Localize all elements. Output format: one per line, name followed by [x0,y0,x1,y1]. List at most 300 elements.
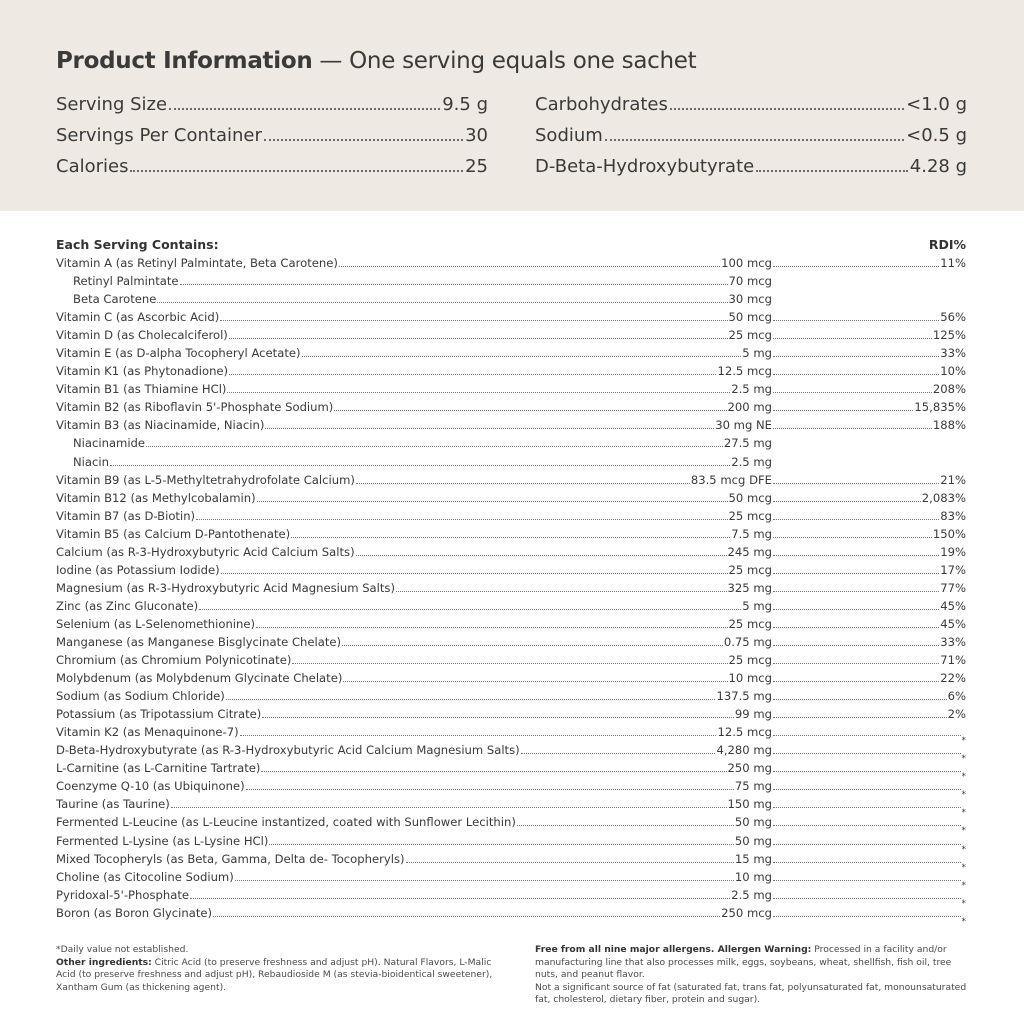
nutrient-name: Molybdenum (as Molybdenum Glycinate Chelate) [56,671,343,686]
rdi-cell [772,735,966,746]
dot-leader [406,862,734,863]
dot-leader [229,374,716,375]
nutrient-row [56,599,966,617]
dot-leader [773,392,932,393]
dot-leader [169,108,440,110]
dot-leader [773,428,932,429]
nutrient-name: Magnesium (as R-3-Hydroxybutyric Acid Magnesium Salts) [56,580,395,595]
nutrient-name: Niacin [73,454,109,469]
nutrient-name: Vitamin B9 (as L-5-Methyltetrahydrofolate Calcium) [56,472,355,487]
dot-leader [773,807,961,808]
nutrient-amount: 25 mcg [728,616,772,631]
nutrient-name: Niacinamide [73,436,146,451]
dot-leader [256,627,728,628]
title-bold: Product Information [56,48,313,74]
dot-leader [773,338,932,339]
nutrient-amount: 50 mcg [728,490,772,505]
dot-leader [356,555,727,556]
footer-right [535,944,975,1007]
fact-label: Sodium [535,125,603,146]
amount-cell [56,852,772,866]
serving-contents-table [56,232,966,927]
dot-leader [246,789,734,790]
nutrient-rdi: 208% [932,382,966,397]
rdi-cell [772,581,966,595]
rdi-cell [772,789,966,800]
nutrient-row [56,689,966,707]
nutrient-name: Vitamin B3 (as Niacinamide, Niacin) [56,418,265,433]
nutrient-name: Vitamin E (as D-alpha Tocopheryl Acetate) [56,346,301,361]
nutrient-name: Iodine (as Potassium Iodide) [56,562,220,577]
dot-leader [190,898,730,899]
nutrient-rdi: 125% [932,328,966,343]
rdi-cell [772,400,966,414]
nutrient-row [56,328,966,346]
dot-leader [773,591,939,592]
amount-cell [56,382,772,396]
nutrient-row [56,400,966,418]
nutrient-name: Taurine (as Taurine) [56,797,170,812]
dot-leader [605,139,904,141]
fact-value: 30 [465,125,488,146]
nutrient-row [56,707,966,725]
nutrient-row [56,256,966,274]
nutrient-rdi: 188% [932,418,966,433]
nutrient-rdi: 6% [947,689,966,704]
dot-leader [773,627,939,628]
nutrient-amount: 30 mg NE [715,418,772,433]
nutrient-amount: 12.5 mcg [717,364,772,379]
nutrient-rdi: 45% [940,598,966,613]
amount-cell [56,761,772,775]
fact-row [535,156,967,187]
nutrient-rdi: 83% [940,508,966,523]
rdi-cell [772,563,966,577]
dot-leader [130,170,463,172]
fact-value: 25 [465,156,488,177]
nutrient-amount: 25 mcg [728,328,772,343]
nutrient-row [56,563,966,581]
dot-leader [773,699,947,700]
rdi-cell [772,346,966,360]
nutrient-name: Potassium (as Tripotassium Citrate) [56,707,262,722]
amount-cell [56,725,772,739]
contents-heading: Each Serving Contains: [56,236,219,252]
nutrient-row [56,473,966,491]
nutrient-rdi: * [961,790,966,801]
nutrient-row [56,671,966,689]
nutrient-amount: 99 mg [734,707,772,722]
nutrient-name: Vitamin K1 (as Phytonadione) [56,364,229,379]
amount-cell [56,815,772,829]
fact-label: Serving Size [56,94,168,115]
rdi-cell [772,509,966,523]
dot-leader [773,753,961,754]
dot-leader [773,717,947,718]
dot-leader [773,410,913,411]
nutrient-row [56,617,966,635]
nutrient-subrow [56,274,966,292]
nutrient-rdi: 10% [940,364,966,379]
allergen-label: Free from all nine major allergens. Allergen Warning: [535,944,812,955]
nutrient-name: Pyridoxal-5'-Phosphate [56,887,190,902]
rdi-cell [772,862,966,873]
rdi-cell [772,880,966,891]
nutrient-amount: 30 mcg [728,292,772,307]
dot-leader [291,537,730,538]
nutrient-rdi: * [961,862,966,873]
dot-leader [773,663,939,664]
amount-cell [56,689,772,703]
nutrient-rdi: 77% [940,580,966,595]
dot-leader [521,753,716,754]
nutrient-rdi: * [961,808,966,819]
rdi-cell [772,382,966,396]
rdi-cell [772,545,966,559]
rdi-cell [772,635,966,649]
fact-value: 4.28 g [909,156,967,177]
nutrient-subrow [56,292,966,310]
dot-leader [773,789,961,790]
nutrient-name: Vitamin C (as Ascorbic Acid) [56,310,220,325]
dot-leader [773,374,939,375]
dot-leader [180,284,728,285]
dot-leader [227,392,730,393]
nutrient-amount: 150 mg [727,797,772,812]
nutrient-name: Mixed Tocopheryls (as Beta, Gamma, Delta de- Tocopheryls) [56,851,405,866]
dot-leader [196,519,727,520]
dot-leader [773,356,939,357]
allergen-warning [535,944,975,982]
rdi-cell [772,671,966,685]
amount-cell [56,491,772,505]
nutrient-rdi: 19% [940,544,966,559]
nutrient-rdi: * [961,898,966,909]
nutrient-rdi: * [961,772,966,783]
dot-leader [235,880,734,881]
nutrient-amount: 0.75 mg [723,634,772,649]
rdi-cell [772,256,966,270]
rdi-cell [772,707,966,721]
amount-cell [56,346,772,360]
dot-leader [292,663,727,664]
fact-value: <1.0 g [906,94,967,115]
nutrient-amount: 83.5 mcg DFE [690,472,772,487]
dot-leader [773,609,939,610]
dot-leader [199,609,741,610]
nutrient-subrow [56,455,966,473]
nutrient-name: Fermented L-Lysine (as L-Lysine HCl) [56,833,269,848]
nutrient-name: L-Carnitine (as L-Carnitine Tartrate) [56,761,261,776]
amount-cell [56,870,772,884]
nutrient-rdi: 150% [932,526,966,541]
nutrient-name: Fermented L-Leucine (as L-Leucine instantized, coated with Sunflower Lecithin) [56,815,516,830]
dot-leader [157,302,727,303]
dot-leader [773,266,939,267]
nutrient-amount: 25 mcg [728,562,772,577]
rdi-cell [772,527,966,541]
rdi-cell [772,916,966,927]
nutrient-name: Vitamin B7 (as D-Biotin) [56,508,196,523]
nutrient-rdi: 2,083% [921,490,966,505]
nutrient-amount: 7.5 mg [731,526,772,541]
amount-cell [56,473,772,487]
dot-leader [261,771,726,772]
nutrient-rdi: 56% [940,310,966,325]
allergen-text: Processed in a facility and/or manufacturing line that also processes milk, eggs, soybeans, wheat, shellfish, fish oil, tree nuts, and peanut flavor. [535,944,952,981]
dot-leader [773,844,961,845]
nutrient-amount: 75 mg [734,779,772,794]
dot-leader [773,555,939,556]
amount-cell [56,328,772,342]
dot-leader [262,717,734,718]
nutrient-subrow [56,436,966,454]
rdi-cell [772,653,966,667]
nutrient-row [56,545,966,563]
dot-leader [773,681,939,682]
nutrient-amount: 245 mg [727,544,772,559]
nutrient-amount: 12.5 mcg [717,725,772,740]
amount-cell [56,797,772,811]
amount-cell [56,545,772,559]
nutrient-name: Selenium (as L-Selenomethionine) [56,616,256,631]
rdi-cell [772,825,966,836]
fact-label: D-Beta-Hydroxybutyrate [535,156,755,177]
nutrient-name: Zinc (as Zinc Gluconate) [56,598,199,613]
nutrient-rdi: 15,835% [914,400,966,415]
dot-leader [229,338,728,339]
nutrient-rdi: 71% [940,653,966,668]
nutrient-amount: 2.5 mg [731,454,772,469]
dot-leader [773,519,939,520]
fact-value: 9.5 g [442,94,488,115]
facts-right-column [535,94,967,187]
nutrient-amount: 250 mg [727,761,772,776]
nutrient-rdi: * [961,880,966,891]
nutrient-amount: 137.5 mg [716,689,772,704]
dot-leader [773,501,921,502]
dot-leader [334,410,726,411]
dot-leader [773,537,932,538]
amount-cell [56,563,772,577]
nutrient-name: Manganese (as Manganese Bisglycinate Chelate) [56,634,342,649]
amount-cell [56,274,772,288]
title-subtitle: — One serving equals one sachet [312,48,697,74]
amount-cell [56,617,772,631]
nutrient-amount: 5 mg [742,346,772,361]
nutrient-rdi: 45% [940,616,966,631]
nutrient-name: Vitamin D (as Cholecalciferol) [56,328,228,343]
nutrient-amount: 5 mg [742,598,772,613]
contents-header [56,232,966,256]
fact-row [535,125,967,156]
nutrient-rdi: * [961,916,966,927]
dot-leader [342,645,723,646]
nutrient-rdi: 17% [940,562,966,577]
amount-cell [56,455,772,469]
nutrient-name: Vitamin K2 (as Menaquinone-7) [56,725,239,740]
dot-leader [343,681,727,682]
amount-cell [56,581,772,595]
nutrient-rdi: * [961,736,966,747]
nutrient-name: Boron (as Boron Glycinate) [56,905,213,920]
nutrient-name: Vitamin B1 (as Thiamine HCl) [56,382,227,397]
dot-leader [220,320,727,321]
amount-cell [56,653,772,667]
nutrient-amount: 50 mcg [728,310,772,325]
nutrient-rdi: 22% [940,671,966,686]
dot-leader [269,844,734,845]
rdi-cell [772,491,966,505]
fat-note: Not a significant source of fat (saturated fat, trans fat, polyunsaturated fat, monounsaturated fat, cholesterol, dietary fiber, protein and sugar). [535,981,967,1006]
dot-leader [773,320,939,321]
nutrient-amount: 25 mcg [728,508,772,523]
dot-leader [517,825,734,826]
nutrient-rdi: 33% [940,634,966,649]
nutrient-name: Vitamin B5 (as Calcium D-Pantothenate) [56,526,291,541]
dot-leader [773,645,939,646]
amount-cell [56,834,772,848]
amount-cell [56,635,772,649]
facts-left-column [56,94,488,187]
page-title [56,48,696,74]
dot-leader [773,573,939,574]
dot-leader [226,699,716,700]
nutrient-amount: 70 mcg [728,274,772,289]
nutrient-rdi: * [961,754,966,765]
daily-value-note: *Daily value not established. [56,944,189,955]
nutrient-name: Vitamin B2 (as Riboflavin 5'-Phosphate Sodium) [56,400,334,415]
fact-row [56,125,488,156]
rdi-cell [772,771,966,782]
amount-cell [56,418,772,432]
dot-leader [396,591,727,592]
nutrient-amount: 15 mg [734,851,772,866]
rdi-heading: RDI% [928,236,966,252]
nutrient-amount: 100 mcg [721,256,772,270]
amount-cell [56,779,772,793]
dot-leader [171,807,727,808]
nutrient-amount: 325 mg [727,580,772,595]
amount-cell [56,888,772,902]
nutrient-amount: 2.5 mg [731,887,772,902]
dot-leader [773,735,961,736]
nutrient-name: Retinyl Palmintate [73,274,179,289]
nutrient-rdi: 21% [940,472,966,487]
amount-cell [56,364,772,378]
nutrient-name: Vitamin B12 (as Methylcobalamin) [56,490,256,505]
rdi-cell [772,473,966,487]
rdi-cell [772,898,966,909]
dot-leader [265,428,714,429]
nutrient-row [56,653,966,671]
nutrient-name: Coenzyme Q-10 (as Ubiquinone) [56,779,245,794]
amount-cell [56,906,772,920]
nutrient-row [56,635,966,653]
other-ingredients [56,957,496,995]
nutrient-rdi: 33% [940,346,966,361]
amount-cell [56,509,772,523]
dot-leader [146,446,723,447]
rdi-cell [772,599,966,613]
nutrient-rdi: 2% [947,707,966,722]
other-ingredients-label: Other ingredients: [56,956,152,968]
nutrient-rdi: 11% [940,256,966,270]
nutrient-amount: 50 mg [734,815,772,830]
rdi-cell [772,617,966,631]
dot-leader [756,170,908,172]
dot-leader [670,108,904,110]
footer-left [56,944,496,994]
nutrient-row [56,581,966,599]
nutrient-amount: 25 mcg [728,653,772,668]
nutrient-name: Chromium (as Chromium Polynicotinate) [56,653,292,668]
nutrient-row [56,527,966,545]
rdi-cell [772,310,966,324]
fact-row [535,94,967,125]
fact-value: <0.5 g [906,125,967,146]
amount-cell [56,707,772,721]
product-info-band [0,0,1024,211]
dot-leader [773,916,961,917]
nutrient-row [56,364,966,382]
nutrient-amount: 50 mg [734,833,772,848]
amount-cell [56,743,772,757]
nutrient-name: Sodium (as Sodium Chloride) [56,689,225,704]
rdi-cell [772,418,966,432]
nutrient-amount: 27.5 mg [723,436,772,451]
amount-cell [56,527,772,541]
nutrient-name: Vitamin A (as Retinyl Palmintate, Beta Carotene) [56,256,338,270]
fact-label: Calories [56,156,129,177]
nutrient-amount: 250 mcg [721,905,772,920]
nutrient-name: Choline (as Citocoline Sodium) [56,869,234,884]
dot-leader [339,266,720,267]
nutrient-row [56,509,966,527]
amount-cell [56,310,772,324]
dot-leader [773,483,939,484]
dot-leader [302,356,742,357]
rdi-cell [772,689,966,703]
rdi-cell [772,328,966,342]
dot-leader [110,465,730,466]
nutrient-name: Calcium (as R-3-Hydroxybutyric Acid Calcium Salts) [56,544,355,559]
nutrient-name: D-Beta-Hydroxybutyrate (as R-3-Hydroxybutyric Acid Calcium Magnesium Salts) [56,743,520,758]
nutrient-row [56,491,966,509]
nutrient-row [56,382,966,400]
amount-cell [56,436,772,450]
dot-leader [773,825,961,826]
fact-label: Carbohydrates [535,94,668,115]
nutrient-rdi: * [961,826,966,837]
nutrient-row [56,725,966,747]
nutrient-rdi: * [961,844,966,855]
dot-leader [356,483,690,484]
fact-row [56,94,488,125]
dot-leader [773,862,961,863]
dot-leader [257,501,728,502]
nutrient-amount: 10 mcg [728,671,772,686]
rdi-cell [772,364,966,378]
nutrient-row [56,346,966,364]
amount-cell [56,400,772,414]
other-ingredients-text: Citric Acid (to preserve freshness and adjust pH). Natural Flavors, L-Malic Acid (to preserve freshness and adjust pH), Rebaudioside M (as stevia-bioidentical sweetener), Xantham Gum (as thickening agent). [56,956,493,993]
dot-leader [773,898,961,899]
dot-leader [264,139,463,141]
rdi-cell [772,753,966,764]
fact-row [56,156,488,187]
nutrient-amount: 10 mg [734,869,772,884]
